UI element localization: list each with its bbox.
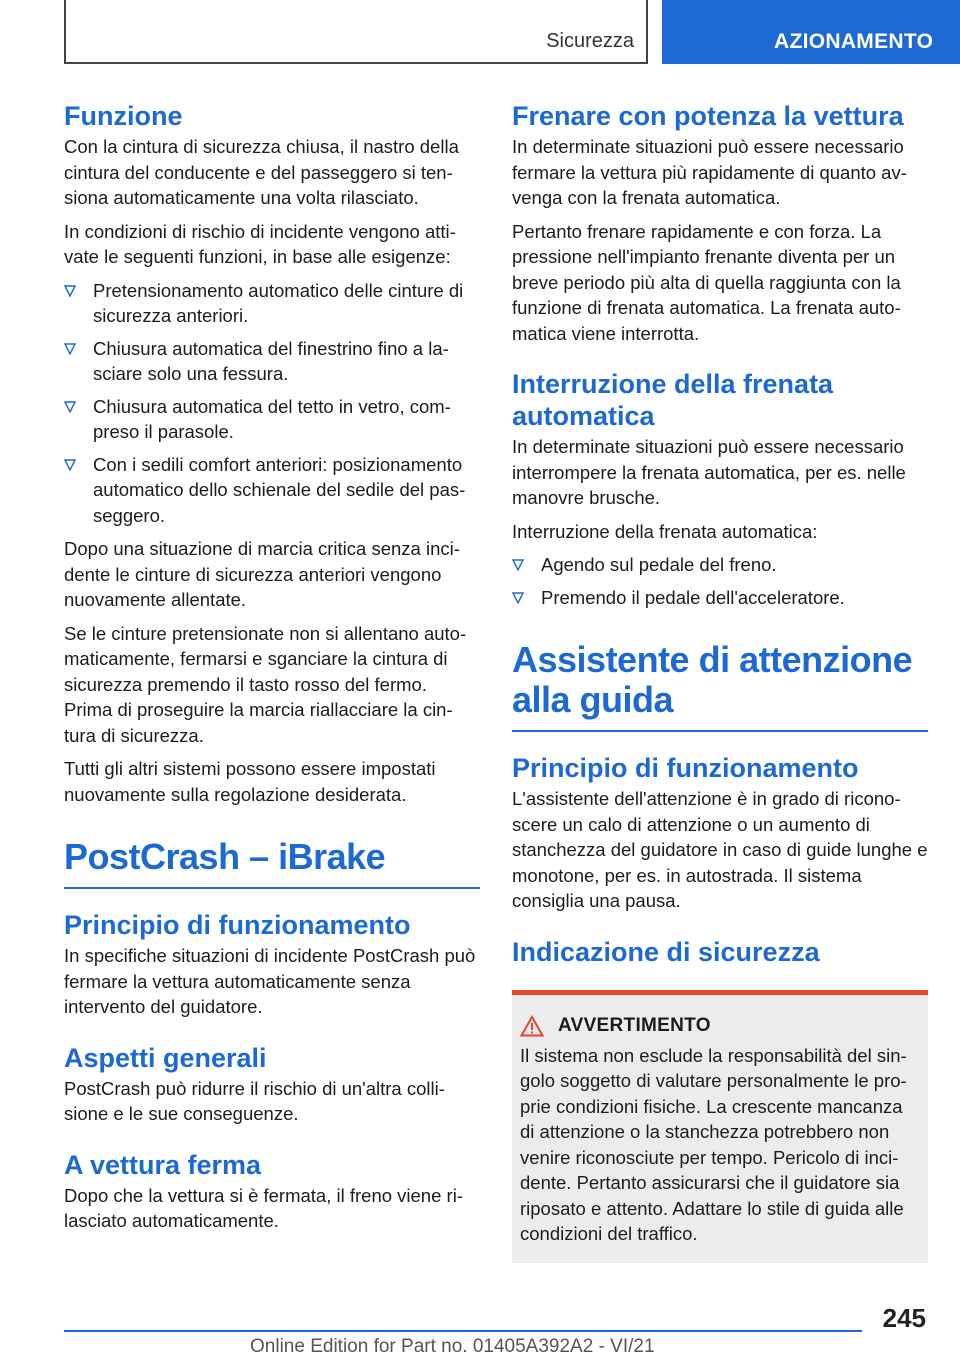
paragraph: In determinate situazioni può essere necessario interrompere la frenata automatica, per es. nelle manovre brusche. xyxy=(512,436,906,508)
paragraph: PostCrash può ridurre il rischio di un'altra colli-sione e le sue conseguenze. xyxy=(64,1077,445,1124)
list-item-text: Chiusura automatica del finestrino fino a la-sciare solo una fessura. xyxy=(93,337,449,384)
paragraph: Dopo una situazione di marcia critica senza inci-dente le cinture di sicurezza anteriori vengono nuovamente allentate. xyxy=(64,538,460,610)
list-item-text: Chiusura automatica del tetto in vetro, com-preso il parasole. xyxy=(93,395,451,442)
heading-principio: Principio di funzionamento xyxy=(512,753,859,783)
warning-triangle-icon xyxy=(520,1015,544,1037)
list-item-text: Con i sedili comfort anteriori: posizionamento automatico dello schienale del sedile del pas-seggero. xyxy=(93,453,466,526)
footer-edition: Online Edition for Part no. 01405A392A2 - VI/21 xyxy=(250,1336,655,1357)
heading-aspetti: Aspetti generali xyxy=(64,1042,267,1073)
paragraph: Se le cinture pretensionate non si allentano auto-maticamente, fermarsi e sganciare la cintura di sicurezza premendo il tasto rosso del fermo. Prima di proseguire la marcia riallacciare la cin-tura di sicurezza. xyxy=(64,622,467,746)
heading-indicazione-sicurezza: Indicazione di sicurezza xyxy=(512,936,820,967)
heading-postcrash: PostCrash – iBrake xyxy=(64,836,386,877)
list-item-text: Pretensionamento automatico delle cinture di sicurezza anteriori. xyxy=(93,279,464,326)
paragraph: L'assistente dell'attenzione è in grado di ricono-scere un calo di attenzione o un aumento di stanchezza del guidatore in caso di guide lunghe e monotone, per es. in autostrada. Il sistema consiglia una pausa. xyxy=(512,788,928,911)
heading-interruzione: Interruzione della frenata automatica xyxy=(512,369,834,431)
triangle-bullet-icon xyxy=(64,285,76,297)
warning-header xyxy=(520,1015,920,1037)
triangle-bullet-icon xyxy=(512,559,524,571)
paragraph: Interruzione della frenata automatica: xyxy=(512,520,818,542)
left-column xyxy=(64,100,480,1242)
heading-principio: Principio di funzionamento xyxy=(64,910,411,940)
heading-divider xyxy=(512,730,928,732)
header-chapter-tab: AZIONAMENTO xyxy=(662,0,960,64)
paragraph: Tutti gli altri sistemi possono essere impostati nuovamente sulla regolazione desiderata. xyxy=(64,758,436,805)
paragraph: Pertanto frenare rapidamente e con forza. La pressione nell'impianto frenante diventa per un breve periodo più alta di quella raggiunta con la funzione di frenata automatica. La frenata auto-matica viene interrotta. xyxy=(512,220,901,344)
header-section-title: Sicurezza xyxy=(546,30,634,52)
header-section-box xyxy=(64,0,648,64)
list-item xyxy=(64,394,480,445)
warning-title: AVVERTIMENTO xyxy=(558,1014,711,1036)
list-item xyxy=(512,552,928,578)
right-column xyxy=(512,100,928,1263)
bullet-list xyxy=(64,278,480,529)
warning-text: Il sistema non esclude la responsabilità del sin-golo soggetto di valutare personalmente le pro-prie condizioni fisiche. La crescente mancanza di attenzione o la stanchezza potrebbero non venire riconosciute per tempo. Pericolo di inci-dente. Pertanto assicurarsi che il guidatore sia riposato e attento. Adattare lo stile di guida alle condizioni del traffico. xyxy=(520,1044,907,1244)
triangle-bullet-icon xyxy=(64,459,76,471)
paragraph: In determinate situazioni può essere necessario fermare la vettura più rapidamente di quanto av-venga con la frenata automatica. xyxy=(512,136,907,208)
page-number: 245 xyxy=(882,1303,926,1333)
list-item xyxy=(64,336,480,387)
list-item xyxy=(512,585,928,611)
warning-box xyxy=(512,990,928,1263)
triangle-bullet-icon xyxy=(512,592,524,604)
heading-frenare: Frenare con potenza la vettura xyxy=(512,101,904,131)
triangle-bullet-icon xyxy=(64,401,76,413)
list-item xyxy=(64,452,480,529)
heading-vettura-ferma: A vettura ferma xyxy=(64,1149,262,1180)
bullet-list xyxy=(512,552,928,610)
paragraph: Con la cintura di sicurezza chiusa, il nastro della cintura del conducente e del passeggero si ten-siona automaticamente una volta rilasciato. xyxy=(64,136,459,208)
footer-divider xyxy=(64,1330,862,1332)
paragraph: In specifiche situazioni di incidente PostCrash può fermare la vettura automaticamente senza intervento del guidatore. xyxy=(64,945,476,1017)
list-item-text: Premendo il pedale dell'acceleratore. xyxy=(541,586,845,608)
heading-divider xyxy=(64,887,480,889)
triangle-bullet-icon xyxy=(64,343,76,355)
heading-assistente: Assistente di attenzione alla guida xyxy=(512,639,913,720)
heading-funzione: Funzione xyxy=(64,101,183,131)
paragraph: In condizioni di rischio di incidente vengono atti-vate le seguenti funzioni, in base alle esigenze: xyxy=(64,220,456,267)
list-item-text: Agendo sul pedale del freno. xyxy=(541,554,777,575)
list-item xyxy=(64,278,480,329)
paragraph: Dopo che la vettura si è fermata, il freno viene ri-lasciato automaticamente. xyxy=(64,1184,463,1231)
